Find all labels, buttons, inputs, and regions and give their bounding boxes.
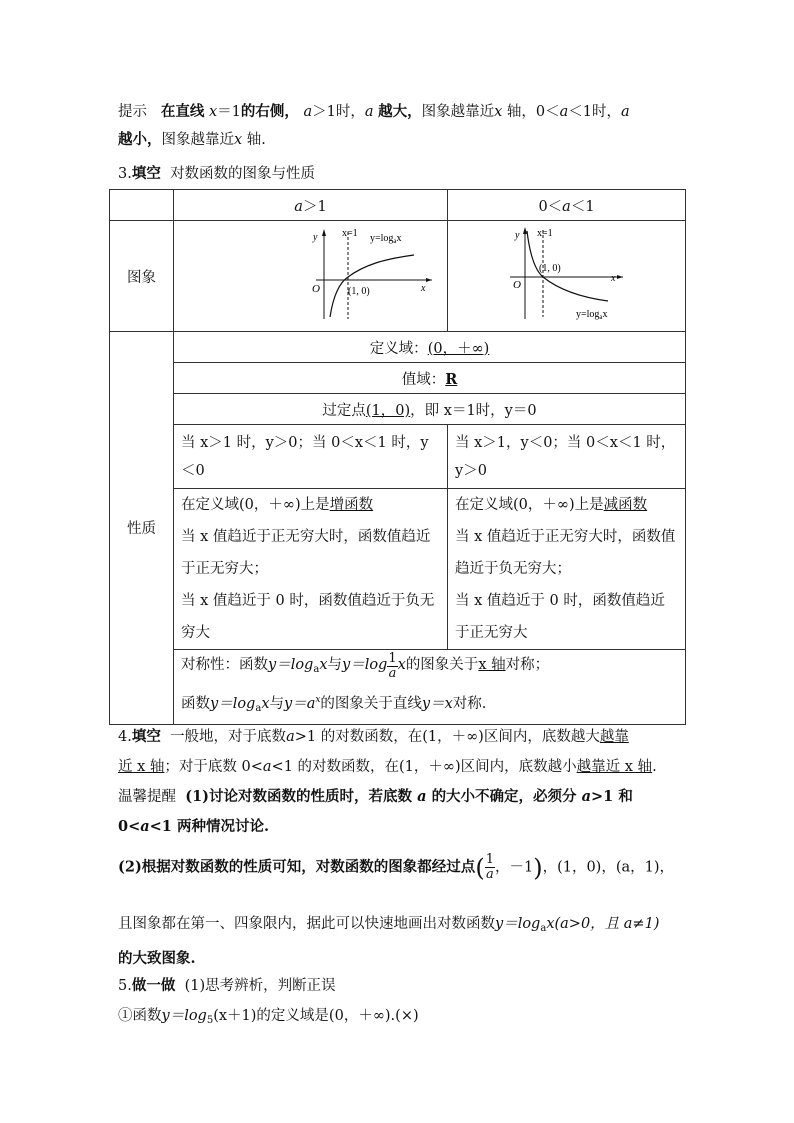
section-title: 对数函数的图象与性质 [170,166,316,182]
section-tag: 填空 [131,165,161,182]
domain-row [110,332,686,363]
section-5 [118,971,678,1036]
monotonicity-cell-a-gt-1: 在定义域(0，＋∞)上是增函数 当 x 值趋近于正无穷大时，函数值趋近于正无穷大； 当 x 值趋近于 0 时，函数值趋近于负无穷大 [174,489,448,650]
hint-line-2 [118,130,678,150]
section-3-heading [118,164,678,184]
var-x: x [494,104,503,120]
reminder-line-1: 温馨提醒 (1)讨论对数函数的性质时，若底数 a 的大小不确定，必须分 a>1 和 [118,788,633,805]
section-4-line-1: 4.填空 一般地，对于底数a>1 的对数函数，在(1，＋∞)区间内，底数越大越靠 [118,728,629,745]
origin-label: O [513,279,521,291]
var-a: a [364,104,374,120]
hint-text: 的右侧， [240,103,299,120]
domain-cell: 定义域：(0，＋∞) [174,332,686,363]
reminder-line-2: 0<a<1 两种情况讨论. [118,818,269,835]
symmetry-row [110,650,686,725]
function-label: $y=\log_ax$ [576,309,608,321]
sign-cell-a-lt-1: 当 x＞1，y＜0；当 0＜x＜1 时，y＞0 [448,425,686,489]
range-row [110,363,686,394]
hint-text: 轴. [246,132,266,148]
hint-line-1 [118,102,678,122]
fixed-point-row [110,394,686,425]
question-1: ①函数$y=\log_5(x+1)$的定义域是(0，＋∞).(×) [118,1008,419,1026]
row-label-properties: 性质 [110,332,174,725]
point-label: (1, 0) [539,263,561,274]
hint-text: 越小， [118,131,162,148]
point-label: (1, 0) [348,286,370,297]
origin-label: O [312,283,320,295]
graph-a-gt-1 [174,221,448,327]
graph-a-lt-1 [448,221,686,327]
monotonicity-cell-a-lt-1: 在定义域(0，＋∞)上是减函数 当 x 值趋近于正无穷大时，函数值趋近于负无穷大； 当 x 值趋近于 0 时，函数值趋近于正无穷大 [448,489,686,650]
sign-row [110,425,686,489]
range-cell: 值域：R [174,363,686,394]
var-x: x [234,132,243,148]
monotonicity-row [110,489,686,650]
var-a: a [621,104,630,120]
var-a: a [303,104,313,120]
log-function-properties-table [109,189,686,725]
function-label: $y=\log_ax$ [370,233,402,245]
section-number: 3. [118,166,132,182]
hint-text: 轴，0＜ [506,104,560,120]
line-label: x=1 [537,228,553,239]
hint-text: 在直线 [160,103,205,120]
hint-text: 越大， [378,103,422,120]
empty-corner-cell [110,190,174,221]
x-axis-arrow [617,275,623,279]
hint-text: ＝1 [217,104,241,120]
y-axis-label: y [515,230,520,241]
header-a-gt-1: a＞1 [174,190,448,221]
var-x: x [208,104,218,120]
y-axis-arrow [523,227,527,234]
hint-text: ＞1时， [312,104,365,120]
table-header-row [110,190,686,221]
fixed-point-cell: 过定点(1，0)，即 x＝1时，y＝0 [174,394,686,425]
graph-row [110,221,686,332]
x-axis-label: x [421,283,426,294]
x-axis-label: x [611,273,616,284]
log-curve [330,255,414,317]
hint-text: 图象越靠近 [161,132,234,148]
var-a: a [559,104,569,120]
hint-paragraph [118,102,678,150]
line-label: x=1 [342,228,358,239]
hint-label: 提示 [118,104,147,120]
symmetry-cell: 对称性：函数$y=\log_ax$与y＝log $\frac{1}{a}$ x的图象关于x 轴对称； 函数$y=\log_ax$与$y=a^x$的图象关于直线y＝x对称. [174,650,686,725]
hint-text: 图象越靠近 [421,104,495,120]
section-5-heading: 5.做一做 (1)思考辨析，判断正误 [118,977,336,994]
y-axis-label: y [313,232,318,243]
graph-a-lt-1-cell [448,221,686,332]
row-label-graph: 图象 [110,221,174,332]
section-4 [118,722,678,842]
section-4-line-2: 近 x 轴；对于底数 0<a<1 的对数函数，在(1，＋∞)区间内，底数越小越靠近 x 轴. [118,759,657,775]
reminder-point-2: (2)根据对数函数的性质可知，对数函数的图象都经过点( $\frac{1}{a}$ ，－1)，(1，0)，(a，1)， [118,852,675,882]
x-axis-arrow [426,278,432,282]
graph-a-gt-1-cell [174,221,448,332]
header-a-lt-1: 0＜a＜1 [448,190,686,221]
y-axis-arrow [322,229,326,236]
sign-cell-a-gt-1: 当 x＞1 时，y＞0；当 0＜x＜1 时，y＜0 [174,425,448,489]
hint-text: ＜1时， [568,104,622,120]
reminder-point-2-cont: 且图象都在第一、四象限内，据此可以快速地画出对数函数$y=\log_ax(a>0$，且 a≠1) 的大致图象. [118,916,660,967]
